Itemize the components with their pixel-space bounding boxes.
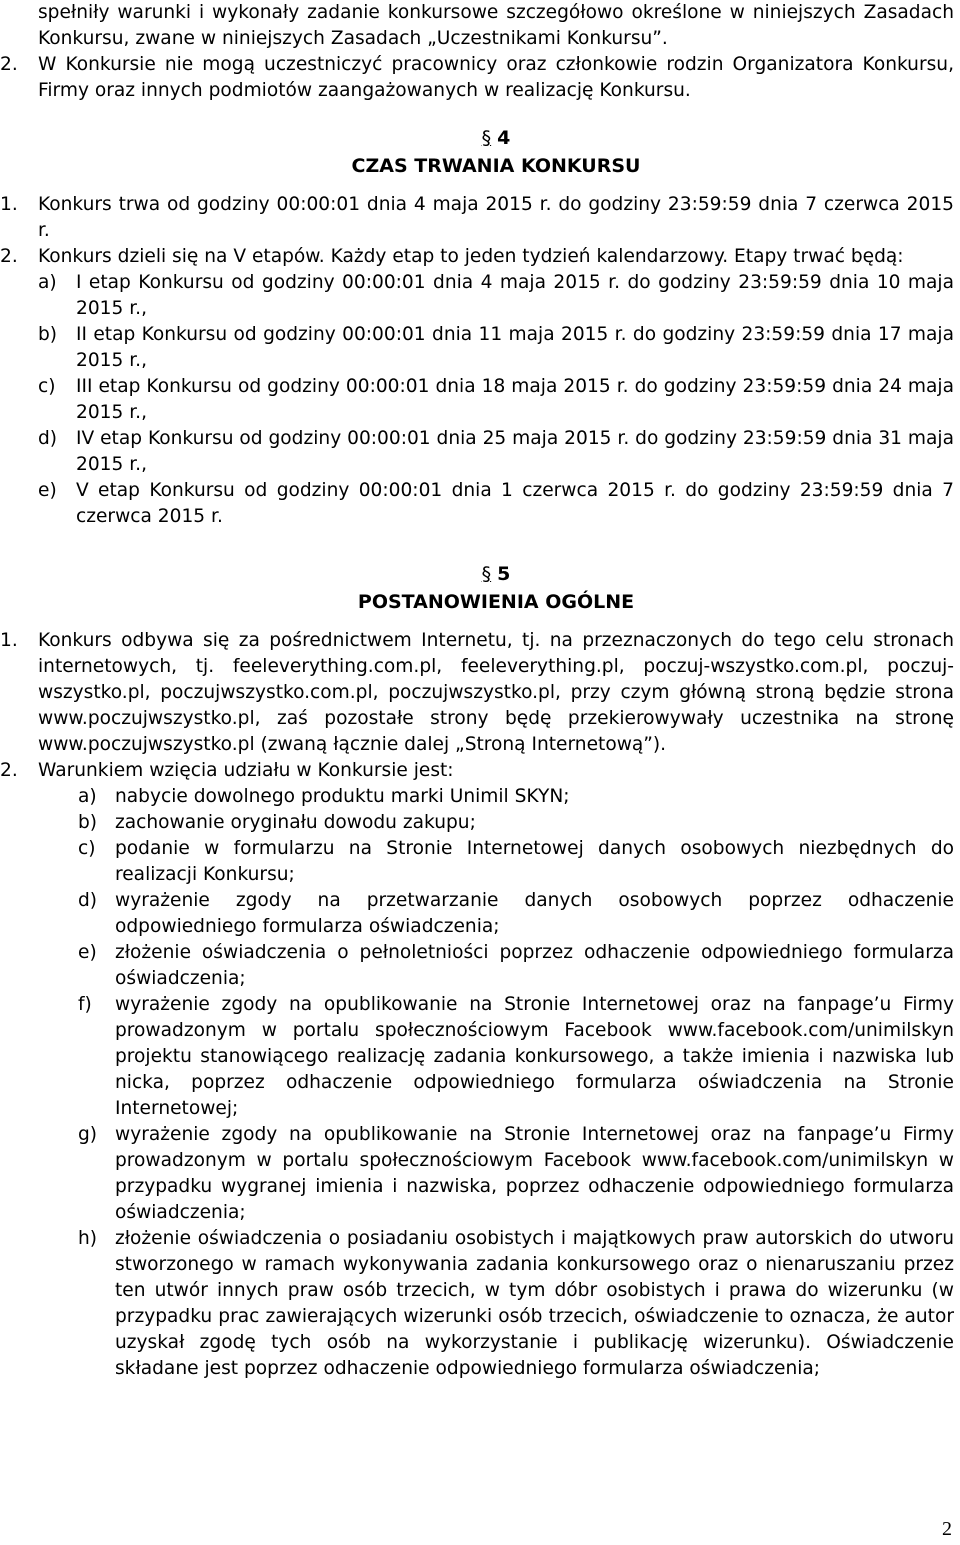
stage-list	[38, 270, 954, 530]
condition-text: podanie w formularzu na Stronie Internetowej danych osobowych niezbędnych do realizacji Konkursu;	[115, 838, 954, 885]
stage-item-d	[38, 426, 954, 478]
section-number: 5	[497, 563, 511, 585]
stage-item-b	[38, 322, 954, 374]
stage-text: IV etap Konkursu od godziny 00:00:01 dnia 25 maja 2015 r. do godziny 23:59:59 dnia 31 maja 2015 r.,	[76, 428, 954, 475]
section-5-item-1	[0, 628, 954, 758]
intro-item-2	[0, 52, 954, 104]
condition-list	[38, 784, 954, 1382]
continuation-paragraph: spełniły warunki i wykonały zadanie konkursowe szczegółowo określone w niniejszych Zasadach Konkursu, zwane w niniejszych Zasadach „Uczestnikami Konkursu”.	[38, 2, 954, 49]
section-4-item-1	[0, 192, 954, 244]
condition-label: b)	[78, 812, 98, 833]
condition-text: wyrażenie zgody na opublikowanie na Stronie Internetowej oraz na fanpage’u Firmy prowadzonym w portalu społecznościowym Facebook www.facebook.com/unimilskyn projektu stanowiącego realizację zadania konkursowego, a także imienia i nazwiska lub nicka, poprzez odhaczenie odpowiedniego formularza oświadczenia na Stronie Internetowej;	[115, 994, 954, 1119]
section-4-heading	[38, 124, 954, 180]
stage-label: c)	[38, 376, 56, 397]
section-5-heading	[38, 560, 954, 616]
section-5-title: POSTANOWIENIA OGÓLNE	[357, 591, 635, 613]
condition-label: e)	[78, 942, 97, 963]
page-number: 2	[942, 1518, 952, 1540]
condition-label: g)	[78, 1124, 98, 1145]
condition-item-e	[78, 940, 954, 992]
item-number: 2.	[0, 760, 18, 781]
section-4-title: CZAS TRWANIA KONKURSU	[351, 155, 641, 177]
item-number: 1.	[0, 630, 18, 651]
condition-label: d)	[78, 890, 98, 911]
stage-label: e)	[38, 480, 57, 501]
stage-text: I etap Konkursu od godziny 00:00:01 dnia 4 maja 2015 r. do godziny 23:59:59 dnia 10 maja 2015 r.,	[76, 272, 954, 319]
item-number: 1.	[0, 194, 18, 215]
stage-item-c	[38, 374, 954, 426]
section-5-body	[0, 628, 954, 1382]
item-number: 2.	[0, 246, 18, 267]
section-number: 4	[497, 127, 511, 149]
condition-item-d	[78, 888, 954, 940]
condition-item-f	[78, 992, 954, 1122]
section-5-mark	[38, 560, 954, 588]
condition-item-a	[78, 784, 954, 810]
condition-text: złożenie oświadczenia o posiadaniu osobistych i majątkowych praw autorskich do utworu stworzonego w ramach wykonywania zadania konkursowego oraz o nienaruszaniu przez ten utwór innych praw osób trzecich, w tym dóbr osobistych i prawa do wizerunku (w przypadku prac zawierających wizerunki osób trzecich, oświadczenie to oznacza, że autor uzyskał zgodę tych osób na wykorzystanie i publikację wizerunku). Oświadczenie składane jest poprzez odhaczenie odpowiedniego formularza oświadczenia;	[115, 1228, 954, 1379]
item-text: Warunkiem wzięcia udziału w Konkursie jest:	[38, 760, 454, 781]
section-4-mark	[38, 124, 954, 152]
stage-label: b)	[38, 324, 58, 345]
stage-label: d)	[38, 428, 58, 449]
section-5-item-2	[0, 758, 954, 784]
condition-label: f)	[78, 994, 92, 1015]
section-symbol: §	[481, 563, 492, 585]
section-4-body	[0, 192, 954, 530]
condition-label: a)	[78, 786, 97, 807]
stage-label: a)	[38, 272, 57, 293]
stage-text: III etap Konkursu od godziny 00:00:01 dnia 18 maja 2015 r. do godziny 23:59:59 dnia 24 maja 2015 r.,	[76, 376, 954, 423]
condition-item-g	[78, 1122, 954, 1226]
condition-text: wyrażenie zgody na opublikowanie na Stronie Internetowej oraz na fanpage’u Firmy prowadzonym w portalu społecznościowym Facebook www.facebook.com/unimilskyn w przypadku wygranej imienia i nazwiska, poprzez odhaczenie odpowiedniego formularza oświadczenia;	[115, 1124, 954, 1223]
condition-label: h)	[78, 1228, 98, 1249]
stage-text: II etap Konkursu od godziny 00:00:01 dnia 11 maja 2015 r. do godziny 23:59:59 dnia 17 maja 2015 r.,	[76, 324, 954, 371]
condition-text: nabycie dowolnego produktu marki Unimil SKYN;	[115, 786, 570, 807]
item-text: Konkurs trwa od godziny 00:00:01 dnia 4 maja 2015 r. do godziny 23:59:59 dnia 7 czerwca 2015 r.	[38, 194, 954, 241]
item-number: 2.	[0, 54, 18, 75]
item-text: Konkurs dzieli się na V etapów. Każdy etap to jeden tydzień kalendarzowy. Etapy trwać będą:	[38, 246, 904, 267]
condition-text: zachowanie oryginału dowodu zakupu;	[115, 812, 476, 833]
condition-text: złożenie oświadczenia o pełnoletniości poprzez odhaczenie odpowiedniego formularza oświadczenia;	[115, 942, 954, 989]
item-text: Konkurs odbywa się za pośrednictwem Internetu, tj. na przeznaczonych do tego celu stronach internetowych, tj. feeleverything.com.pl, feeleverything.pl, poczuj-wszystko.com.pl, poczuj-wszystko.pl, poczujwszystko.com.pl, poczujwszystko.pl, przy czym główną stroną będzie strona www.poczujwszystko.pl, zaś pozostałe strony będę przekierowywały uczestnika na stronę www.poczujwszystko.pl (zwaną łącznie dalej „Stroną Internetową”).	[38, 630, 954, 755]
item-text: W Konkursie nie mogą uczestniczyć pracownicy oraz członkowie rodzin Organizatora Konkursu, Firmy oraz innych podmiotów zaangażowanych w realizację Konkursu.	[38, 54, 954, 101]
condition-item-h	[78, 1226, 954, 1382]
condition-item-c	[78, 836, 954, 888]
stage-text: V etap Konkursu od godziny 00:00:01 dnia 1 czerwca 2015 r. do godziny 23:59:59 dnia 7 czerwca 2015 r.	[76, 480, 954, 527]
stage-item-e	[38, 478, 954, 530]
section-4-item-2	[0, 244, 954, 270]
condition-item-b	[78, 810, 954, 836]
condition-label: c)	[78, 838, 96, 859]
condition-text: wyrażenie zgody na przetwarzanie danych osobowych poprzez odhaczenie odpowiedniego formularza oświadczenia;	[115, 890, 954, 937]
stage-item-a	[38, 270, 954, 322]
section-symbol: §	[481, 127, 492, 149]
